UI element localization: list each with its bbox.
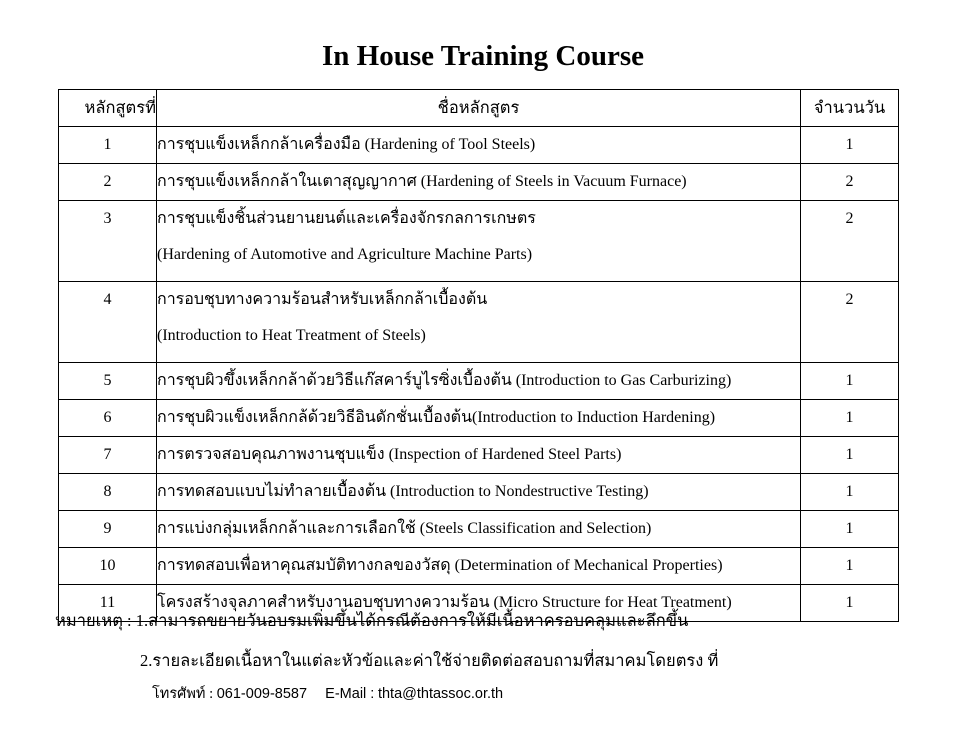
course-number-cell: 2 bbox=[59, 164, 157, 201]
days-cell: 1 bbox=[801, 400, 899, 437]
course-name-cell bbox=[157, 474, 801, 511]
course-name-line: การชุบผิวขึ้งเหล็กกล้าด้วยวิธีแก๊สคาร์บูไรซิ่งเบื้องต้น (Introduction to Gas Carburizing) bbox=[157, 372, 732, 389]
phone-number: 061-009-8587 bbox=[216, 686, 308, 702]
table-row bbox=[59, 400, 899, 437]
course-name-cell bbox=[157, 437, 801, 474]
note-2: 2.รายละเอียดเนื้อหาในแต่ละหัวข้อและค่าใช้จ่ายติดต่อสอบถามที่สมาคมโดยตรง ที่ bbox=[140, 651, 719, 670]
table-row bbox=[59, 164, 899, 201]
course-name-line: โครงสร้างจุลภาคสำหรับงานอบชุบทางความร้อน (Micro Structure for Heat Treatment) bbox=[157, 594, 732, 611]
email-label: E-Mail : bbox=[325, 686, 375, 702]
course-number-cell: 3 bbox=[59, 201, 157, 282]
header-days: จำนวนวัน bbox=[801, 90, 899, 127]
course-table bbox=[58, 89, 899, 622]
course-name-cell bbox=[157, 363, 801, 400]
course-name-line: การตรวจสอบคุณภาพงานชุบแข็ง (Inspection of Hardened Steel Parts) bbox=[157, 446, 622, 463]
table-row bbox=[59, 511, 899, 548]
course-number-cell: 7 bbox=[59, 437, 157, 474]
page-title: In House Training Course bbox=[321, 40, 645, 72]
course-name-cell bbox=[157, 201, 801, 282]
course-number-cell: 5 bbox=[59, 363, 157, 400]
table-row bbox=[59, 437, 899, 474]
course-name-line: (Hardening of Automotive and Agriculture Machine Parts) bbox=[157, 246, 533, 263]
course-name-line: การชุบแข็งเหล็กกล้าในเตาสุญญากาศ (Hardening of Steels in Vacuum Furnace) bbox=[157, 173, 687, 190]
phone-label: โทรศัพท์ : bbox=[152, 686, 214, 702]
course-name-line: (Introduction to Heat Treatment of Steels) bbox=[157, 327, 426, 344]
course-name-line: การทดสอบเพื่อหาคุณสมบัติทางกลของวัสดุ (Determination of Mechanical Properties) bbox=[157, 557, 723, 574]
days-cell: 1 bbox=[801, 363, 899, 400]
days-cell: 1 bbox=[801, 585, 899, 622]
note-1: หมายเหตุ : 1.สามารถขยายวันอบรมเพิ่มขึ้นได้กรณีต้องการให้มีเนื้อหาครอบคลุมและลึกขึ้น bbox=[55, 611, 689, 630]
days-cell: 1 bbox=[801, 437, 899, 474]
course-name-line: การชุบผิวแข็งเหล็กกล้ด้วยวิธีอินดักชั่นเบื้องต้น(Introduction to Induction Hardening) bbox=[157, 409, 716, 426]
course-name-cell bbox=[157, 282, 801, 363]
days-cell: 2 bbox=[801, 282, 899, 363]
course-number-cell: 1 bbox=[59, 127, 157, 164]
course-name-cell bbox=[157, 164, 801, 201]
course-number-cell: 9 bbox=[59, 511, 157, 548]
contact-line bbox=[152, 682, 503, 705]
header-course-number: หลักสูตรที่ bbox=[59, 90, 157, 127]
course-name-cell bbox=[157, 511, 801, 548]
days-cell: 1 bbox=[801, 511, 899, 548]
course-number-cell: 11 bbox=[59, 585, 157, 622]
course-name-line: การแบ่งกลุ่มเหล็กกล้าและการเลือกใช้ (Steels Classification and Selection) bbox=[157, 520, 652, 537]
course-name-cell bbox=[157, 127, 801, 164]
days-cell: 2 bbox=[801, 164, 899, 201]
table-row bbox=[59, 548, 899, 585]
course-table-body bbox=[59, 127, 899, 622]
table-header-row bbox=[59, 90, 899, 127]
days-cell: 1 bbox=[801, 474, 899, 511]
course-name-line: การชุบแข็งชิ้นส่วนยานยนต์และเครื่องจักรกลการเกษตร bbox=[157, 210, 536, 227]
course-number-cell: 4 bbox=[59, 282, 157, 363]
course-name-line: การทดสอบแบบไม่ทำลายเบื้องต้น (Introduction to Nondestructive Testing) bbox=[157, 483, 649, 500]
days-cell: 1 bbox=[801, 548, 899, 585]
table-row bbox=[59, 363, 899, 400]
course-number-cell: 6 bbox=[59, 400, 157, 437]
table-row bbox=[59, 282, 899, 363]
table-row bbox=[59, 127, 899, 164]
course-name-cell bbox=[157, 400, 801, 437]
course-name-line: การชุบแข็งเหล็กกล้าเครื่องมือ (Hardening of Tool Steels) bbox=[157, 136, 536, 153]
course-name-cell bbox=[157, 548, 801, 585]
table-row bbox=[59, 201, 899, 282]
header-course-name: ชื่อหลักสูตร bbox=[157, 90, 801, 127]
course-number-cell: 10 bbox=[59, 548, 157, 585]
course-name-line: การอบชุบทางความร้อนสำหรับเหล็กกล้าเบื้องต้น bbox=[157, 291, 488, 308]
email-address: thta@thtassoc.or.th bbox=[377, 686, 504, 702]
course-number-cell: 8 bbox=[59, 474, 157, 511]
days-cell: 2 bbox=[801, 201, 899, 282]
days-cell: 1 bbox=[801, 127, 899, 164]
table-row bbox=[59, 474, 899, 511]
